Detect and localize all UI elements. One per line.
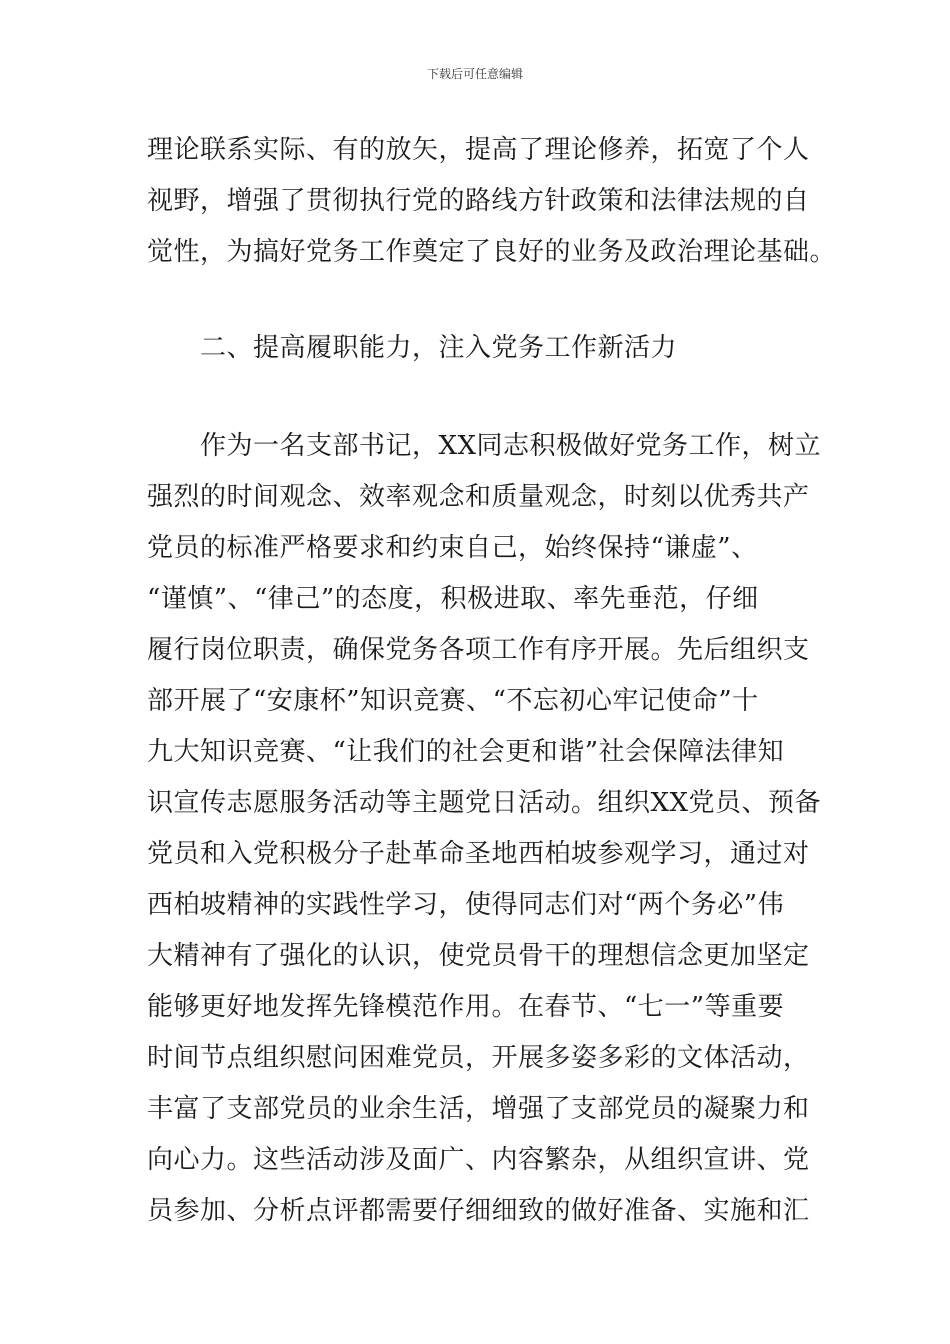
paragraph-line: 能够更好地发挥先锋模范作用。在春节、“七一”等重要 bbox=[147, 992, 785, 1022]
paragraph-line: 识宣传志愿服务活动等主题党日活动。组织XX党员、预备 bbox=[147, 788, 822, 818]
paragraph-line: “谨慎”、“律己”的态度，积极进取、率先垂范，仔细 bbox=[147, 584, 759, 614]
paragraph-continued bbox=[147, 125, 837, 278]
paragraph-line: 党员和入党积极分子赴革命圣地西柏坡参观学习，通过对 bbox=[147, 839, 810, 869]
paragraph-line: 大精神有了强化的认识，使党员骨干的理想信念更加坚定 bbox=[147, 941, 810, 971]
paragraph-line: 部开展了“安康杯”知识竞赛、“不忘初心牢记使命”十 bbox=[147, 686, 759, 716]
paragraph-line: 西柏坡精神的实践性学习，使得同志们对“两个务必”伟 bbox=[147, 890, 785, 920]
paragraph-line: 党员的标准严格要求和约束自己，始终保持“谦虚”、 bbox=[147, 533, 758, 563]
paragraph-line: 视野，增强了贯彻执行党的路线方针政策和法律法规的自 bbox=[147, 186, 810, 216]
paragraph-line: 向心力。这些活动涉及面广、内容繁杂，从组织宣讲、党 bbox=[147, 1145, 810, 1175]
paragraph-line: 员参加、分析点评都需要仔细细致的做好准备、实施和汇 bbox=[147, 1196, 810, 1226]
paragraph-line: 履行岗位职责，确保党务各项工作有序开展。先后组织支 bbox=[147, 635, 810, 665]
section-heading-text: 二、提高履职能力，注入党务工作新活力 bbox=[147, 333, 678, 363]
paragraph-line: 作为一名支部书记，XX同志积极做好党务工作，树立 bbox=[147, 431, 822, 461]
paragraph-line: 时间节点组织慰问困难党员，开展多姿多彩的文体活动， bbox=[147, 1043, 810, 1073]
paragraph-line: 丰富了支部党员的业余生活，增强了支部党员的凝聚力和 bbox=[147, 1094, 810, 1124]
paragraph-body bbox=[147, 421, 827, 1237]
paragraph-line: 九大知识竞赛、“让我们的社会更和谐”社会保障法律知 bbox=[147, 737, 785, 767]
section-heading bbox=[147, 323, 827, 374]
paragraph-line: 觉性，为搞好党务工作奠定了良好的业务及政治理论基础。 bbox=[147, 237, 837, 267]
paragraph-line: 理论联系实际、有的放矢，提高了理论修养，拓宽了个人 bbox=[147, 135, 810, 165]
page-header: 下载后可任意编辑 bbox=[426, 67, 523, 81]
paragraph-line: 强烈的时间观念、效率观念和质量观念，时刻以优秀共产 bbox=[147, 482, 810, 512]
